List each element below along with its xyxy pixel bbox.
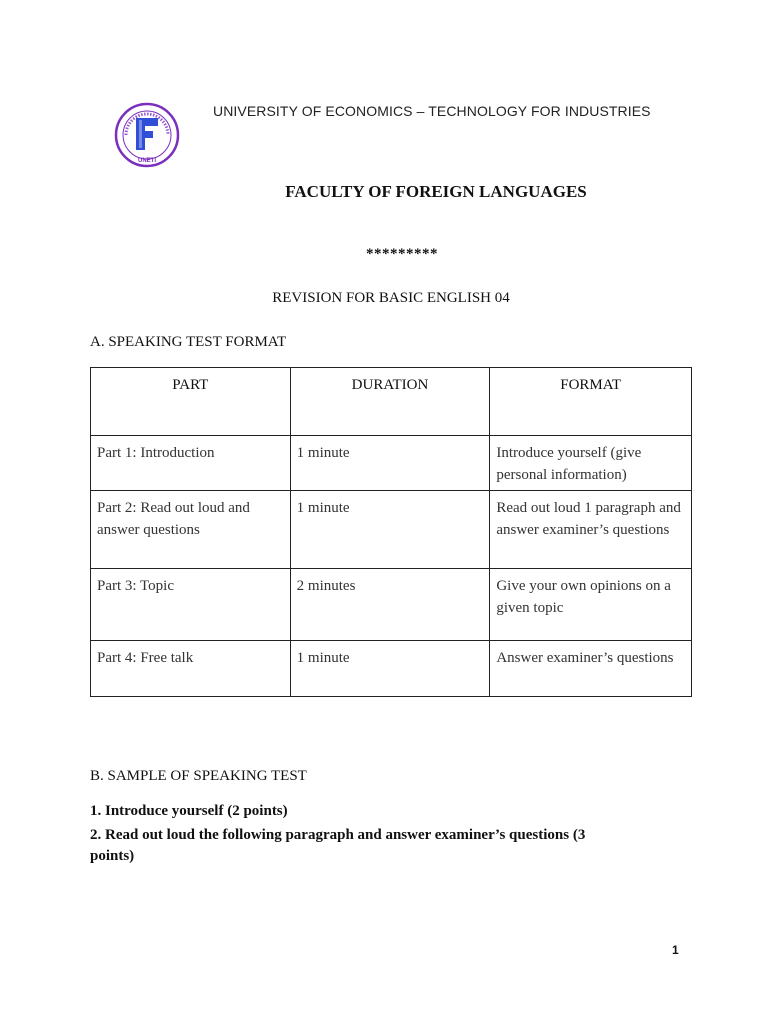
separator: ********* (366, 246, 438, 262)
table-row (91, 491, 692, 569)
document-title: REVISION FOR BASIC ENGLISH 04 (272, 290, 510, 306)
cell-duration: 1 minute (290, 491, 490, 569)
column-header-format: FORMAT (490, 368, 692, 436)
question-2-line-1: 2. Read out loud the following paragraph and answer examiner’s questions (3 (90, 827, 586, 843)
cell-part: Part 3: Topic (91, 569, 291, 641)
column-header-part: PART (91, 368, 291, 436)
cell-part: Part 2: Read out loud and answer questions (91, 491, 291, 569)
table-row (91, 436, 692, 491)
cell-format: Answer examiner’s questions (490, 641, 692, 697)
page-number: 1 (672, 943, 679, 957)
cell-duration: 1 minute (290, 641, 490, 697)
cell-duration: 2 minutes (290, 569, 490, 641)
speaking-format-table (90, 367, 692, 697)
cell-format: Introduce yourself (give personal information) (490, 436, 692, 491)
column-header-duration: DURATION (290, 368, 490, 436)
cell-part: Part 4: Free talk (91, 641, 291, 697)
cell-format: Read out loud 1 paragraph and answer examiner’s questions (490, 491, 692, 569)
cell-part: Part 1: Introduction (91, 436, 291, 491)
table-row (91, 641, 692, 697)
cell-format: Give your own opinions on a given topic (490, 569, 692, 641)
cell-duration: 1 minute (290, 436, 490, 491)
university-logo (114, 102, 180, 168)
section-a-heading: A. SPEAKING TEST FORMAT (90, 334, 287, 350)
section-b-heading: B. SAMPLE OF SPEAKING TEST (90, 768, 307, 784)
table-row (91, 569, 692, 641)
table-header-row (91, 368, 692, 436)
question-2-line-2: points) (90, 848, 135, 864)
question-1: 1. Introduce yourself (2 points) (90, 803, 288, 819)
university-name: UNIVERSITY OF ECONOMICS – TECHNOLOGY FOR INDUSTRIES (213, 103, 651, 119)
faculty-name: FACULTY OF FOREIGN LANGUAGES (285, 182, 587, 201)
svg-text:UNETI: UNETI (138, 158, 156, 164)
